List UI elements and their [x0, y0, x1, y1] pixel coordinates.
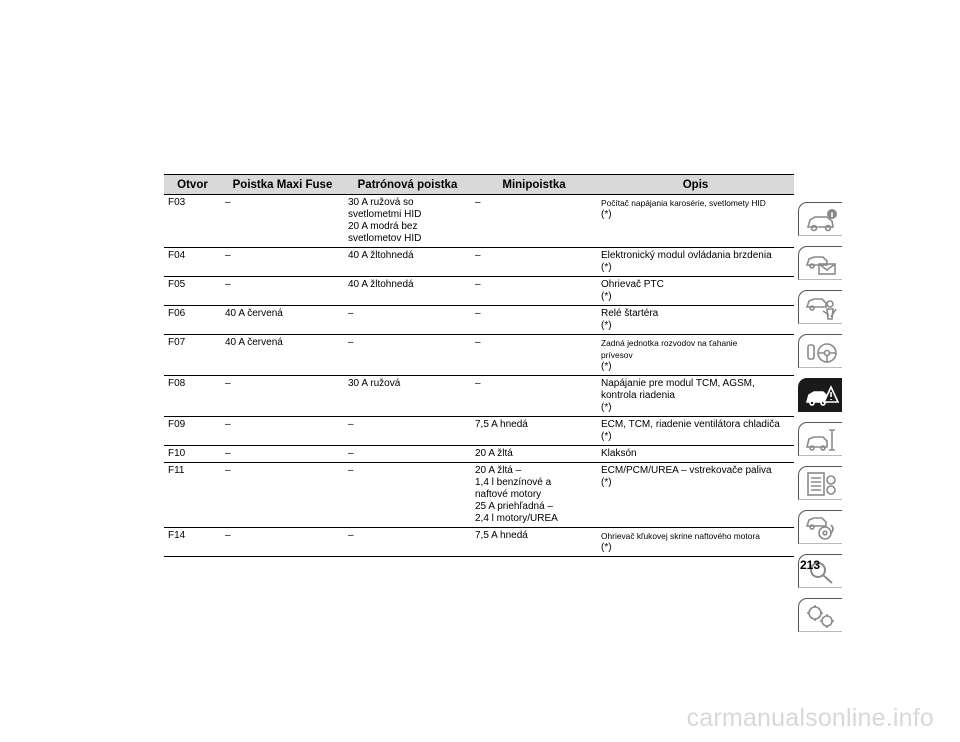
fuse-table	[164, 174, 794, 557]
cell-otvor-text: F14	[168, 530, 186, 541]
cell-mini-fuse-text: 20 A žltá – 1,4 l benzínové a naftové motory 25 A priehľadná – 2,4 l motory/UREA	[475, 465, 558, 524]
cell-mini-fuse-text: –	[475, 250, 481, 261]
table-row	[164, 463, 794, 528]
tab-specifications[interactable]	[798, 466, 842, 500]
description-text: ECM/PCM/UREA – vstrekovače paliva	[601, 465, 772, 476]
table-row	[164, 195, 794, 248]
cell-otvor-text: F06	[168, 308, 186, 319]
description-note: (*)	[601, 542, 612, 553]
cell-description	[597, 195, 794, 248]
tab-car-info[interactable]	[798, 202, 842, 236]
tab-multimedia[interactable]	[798, 510, 842, 544]
cell-cartridge-fuse-text: 30 A ružová so svetlometmi HID 20 A modrá bez svetlometov HID	[348, 197, 422, 244]
cell-maxi-fuse	[221, 528, 344, 557]
cell-mini-fuse	[471, 335, 597, 376]
description-text: Počítač napájania karosérie, svetlomety HID	[601, 198, 766, 208]
cell-cartridge-fuse-text: –	[348, 308, 354, 319]
cell-description	[597, 528, 794, 557]
car-safety-icon	[805, 295, 839, 321]
cell-cartridge-fuse-text: –	[348, 530, 354, 541]
description-note: (*)	[601, 291, 612, 302]
cell-mini-fuse	[471, 376, 597, 417]
cell-otvor	[164, 446, 221, 463]
cell-description	[597, 446, 794, 463]
cell-otvor	[164, 248, 221, 277]
table-header	[164, 175, 794, 195]
car-info-icon	[805, 207, 839, 233]
cell-maxi-fuse	[221, 463, 344, 528]
description-text: Zadná jednotka rozvodov na ťahanie prívesov	[601, 338, 738, 360]
description-note: (*)	[601, 262, 612, 273]
cell-cartridge-fuse-text: 30 A ružová	[348, 378, 401, 389]
cell-maxi-fuse-text: –	[225, 197, 231, 208]
header-otvor: Otvor	[164, 175, 221, 195]
cell-otvor	[164, 463, 221, 528]
cell-maxi-fuse	[221, 376, 344, 417]
specifications-list-icon	[805, 471, 839, 497]
cell-cartridge-fuse	[344, 195, 471, 248]
table-row	[164, 417, 794, 446]
cell-cartridge-fuse-text: 40 A žltohnedá	[348, 279, 414, 290]
cell-cartridge-fuse	[344, 463, 471, 528]
cell-cartridge-fuse-text: 40 A žltohnedá	[348, 250, 414, 261]
cell-cartridge-fuse	[344, 376, 471, 417]
cell-description	[597, 248, 794, 277]
cell-otvor-text: F03	[168, 197, 186, 208]
cell-otvor-text: F05	[168, 279, 186, 290]
cell-otvor-text: F09	[168, 419, 186, 430]
cell-otvor-text: F04	[168, 250, 186, 261]
table-row	[164, 306, 794, 335]
cell-maxi-fuse	[221, 248, 344, 277]
cell-maxi-fuse	[221, 306, 344, 335]
description-text: Napájanie pre modul TCM, AGSM, kontrola riadenia	[601, 378, 755, 401]
cell-maxi-fuse-text: 40 A červená	[225, 337, 283, 348]
car-mail-icon	[805, 251, 839, 277]
cell-description	[597, 335, 794, 376]
cell-mini-fuse	[471, 277, 597, 306]
cell-otvor	[164, 306, 221, 335]
cell-mini-fuse	[471, 195, 597, 248]
cell-description	[597, 463, 794, 528]
cell-maxi-fuse-text: –	[225, 250, 231, 261]
description-text: Klaksón	[601, 448, 637, 459]
cell-cartridge-fuse-text: –	[348, 337, 354, 348]
car-service-icon	[805, 427, 839, 453]
description-note: (*)	[601, 402, 612, 413]
table-row	[164, 248, 794, 277]
cell-cartridge-fuse-text: –	[348, 419, 354, 430]
description-note: (*)	[601, 431, 612, 442]
cell-mini-fuse-text: 20 A žltá	[475, 448, 513, 459]
cell-cartridge-fuse	[344, 417, 471, 446]
cell-cartridge-fuse	[344, 446, 471, 463]
cell-cartridge-fuse	[344, 248, 471, 277]
tab-car-safety[interactable]	[798, 290, 842, 324]
cell-mini-fuse-text: –	[475, 279, 481, 290]
cell-mini-fuse-text: 7,5 A hnedá	[475, 530, 528, 541]
cell-cartridge-fuse	[344, 306, 471, 335]
cell-description	[597, 306, 794, 335]
cell-mini-fuse	[471, 446, 597, 463]
table-row	[164, 528, 794, 557]
chapter-navigation	[798, 202, 842, 642]
table-row	[164, 446, 794, 463]
cell-maxi-fuse-text: –	[225, 448, 231, 459]
cell-mini-fuse	[471, 528, 597, 557]
description-text: ECM, TCM, riadenie ventilátora chladiča	[601, 419, 780, 430]
cell-otvor	[164, 376, 221, 417]
cell-maxi-fuse-text: –	[225, 279, 231, 290]
page-number: 213	[799, 558, 820, 572]
cell-maxi-fuse	[221, 195, 344, 248]
cell-cartridge-fuse-text: –	[348, 448, 354, 459]
description-note: (*)	[601, 320, 612, 331]
cell-otvor	[164, 195, 221, 248]
cell-description	[597, 376, 794, 417]
cell-maxi-fuse-text: –	[225, 465, 231, 476]
cell-cartridge-fuse	[344, 528, 471, 557]
table-row	[164, 277, 794, 306]
cell-mini-fuse	[471, 417, 597, 446]
description-text: Relé štartéra	[601, 308, 659, 319]
header-mini-fuse: Minipoistka	[471, 175, 597, 195]
cell-otvor	[164, 528, 221, 557]
cell-mini-fuse-text: 7,5 A hnedá	[475, 419, 528, 430]
cell-otvor	[164, 335, 221, 376]
cell-mini-fuse	[471, 463, 597, 528]
cell-mini-fuse-text: –	[475, 337, 481, 348]
language-gear-icon	[805, 603, 839, 629]
cell-mini-fuse-text: –	[475, 378, 481, 389]
header-row	[164, 175, 794, 195]
tab-steering[interactable]	[798, 334, 842, 368]
header-cartridge-fuse: Patrónová poistka	[344, 175, 471, 195]
cell-cartridge-fuse-text: –	[348, 465, 354, 476]
table-row	[164, 335, 794, 376]
cell-maxi-fuse	[221, 417, 344, 446]
cell-mini-fuse-text: –	[475, 308, 481, 319]
cell-description	[597, 417, 794, 446]
tab-car-mail[interactable]	[798, 246, 842, 280]
description-note: (*)	[601, 477, 612, 488]
cell-maxi-fuse-text: –	[225, 419, 231, 430]
cell-maxi-fuse	[221, 446, 344, 463]
cell-otvor-text: F10	[168, 448, 186, 459]
tab-car-service[interactable]	[798, 422, 842, 456]
cell-cartridge-fuse	[344, 277, 471, 306]
table-row	[164, 376, 794, 417]
cell-mini-fuse-text: –	[475, 197, 481, 208]
description-note: (*)	[601, 361, 612, 372]
multimedia-icon	[805, 515, 839, 541]
cell-cartridge-fuse	[344, 335, 471, 376]
table-body	[164, 195, 794, 557]
description-text: Ohrievač PTC	[601, 279, 664, 290]
description-text: Ohrievač kľukovej skrine naftového motora	[601, 531, 760, 541]
cell-description	[597, 277, 794, 306]
description-note: (*)	[601, 209, 612, 220]
watermark-text: carmanualsonline.info	[686, 704, 934, 732]
header-description: Opis	[597, 175, 794, 195]
tab-roadside-warning[interactable]	[798, 378, 842, 412]
description-text: Elektronický modul ovládania brzdenia	[601, 250, 772, 261]
cell-maxi-fuse-text: –	[225, 378, 231, 389]
cell-mini-fuse	[471, 248, 597, 277]
cell-maxi-fuse	[221, 335, 344, 376]
cell-otvor-text: F08	[168, 378, 186, 389]
cell-maxi-fuse-text: –	[225, 530, 231, 541]
cell-maxi-fuse-text: 40 A červená	[225, 308, 283, 319]
cell-otvor-text: F11	[168, 465, 185, 476]
cell-otvor	[164, 277, 221, 306]
cell-maxi-fuse	[221, 277, 344, 306]
cell-otvor	[164, 417, 221, 446]
cell-otvor-text: F07	[168, 337, 186, 348]
steering-wheel-icon	[805, 339, 839, 365]
roadside-warning-icon	[805, 383, 839, 409]
tab-language[interactable]	[798, 598, 842, 632]
cell-mini-fuse	[471, 306, 597, 335]
header-maxi-fuse: Poistka Maxi Fuse	[221, 175, 344, 195]
